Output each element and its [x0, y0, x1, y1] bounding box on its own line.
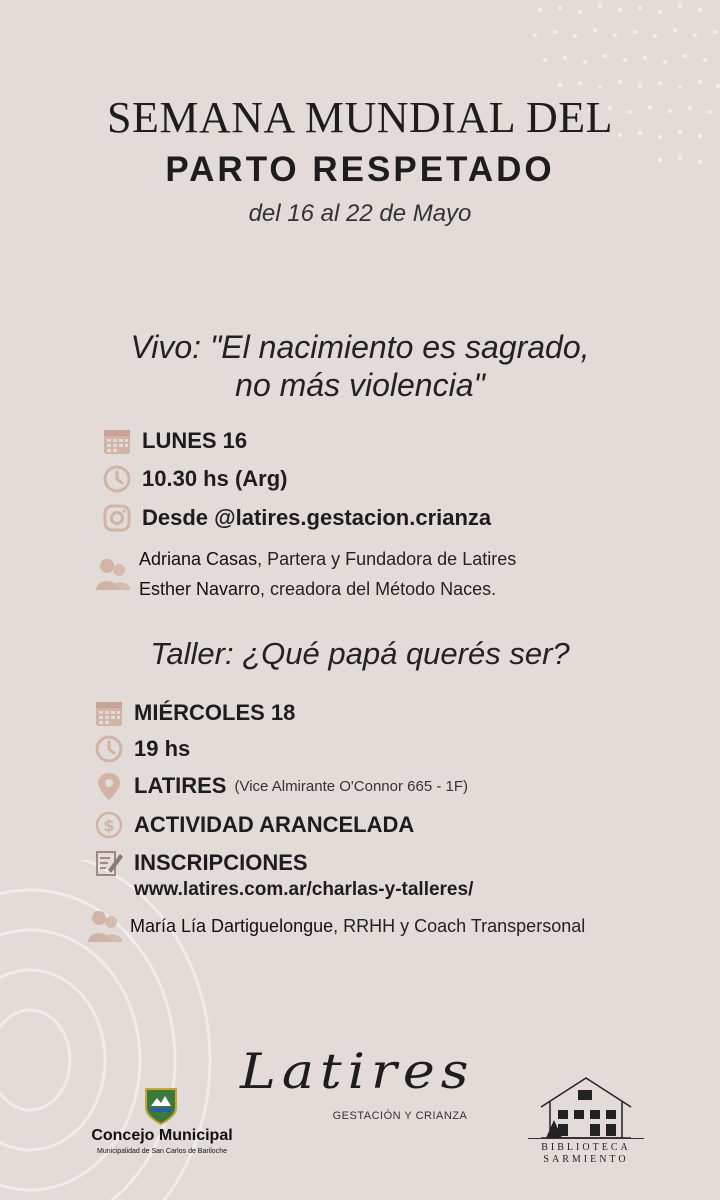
taller-time-row [94, 734, 190, 764]
calendar-icon [94, 698, 124, 728]
people-icon [88, 908, 122, 944]
taller-registration-url[interactable]: www.latires.com.ar/charlas-y-talleres/ [134, 879, 474, 900]
speaker-role: , creadora del Método Naces. [260, 579, 497, 599]
taller-day-row [94, 698, 295, 728]
vivo-day-row [102, 426, 247, 456]
svg-text:$: $ [103, 816, 115, 835]
biblioteca-building-logo [536, 1072, 636, 1142]
people-icon [96, 556, 130, 592]
taller-cost-row [94, 810, 414, 840]
vivo-instagram-row [102, 503, 491, 533]
location-pin-icon [94, 771, 124, 801]
concejo-title: Concejo Municipal [91, 1127, 233, 1144]
taller-place-row [94, 771, 468, 801]
taller-speaker [130, 911, 585, 941]
dollar-icon [94, 810, 124, 840]
speaker-name: María Lía Dartiguelongue [130, 916, 334, 936]
taller-registration-row [94, 848, 308, 878]
speaker-name: Adriana Casas [139, 549, 258, 569]
biblioteca-line-1: BIBLIOTECA [541, 1142, 631, 1153]
vivo-instagram[interactable]: Desde @latires.gestacion.crianza [142, 505, 492, 530]
taller-day: MIÉRCOLES 18 [134, 700, 296, 725]
taller-cost: ACTIVIDAD ARANCELADA [134, 812, 415, 837]
vivo-heading [0, 328, 720, 404]
biblioteca-line-2: SARMIENTO [543, 1154, 629, 1165]
clock-icon [94, 734, 124, 764]
speaker-role: , Partera y Fundadora de Latires [257, 549, 517, 569]
clock-icon [102, 464, 132, 494]
form-edit-icon [94, 848, 124, 878]
speaker-line [139, 574, 516, 604]
instagram-icon [102, 503, 132, 533]
taller-address: (Vice Almirante O'Connor 665 - 1F) [234, 777, 469, 795]
speaker-role: , RRHH y Coach Transpersonal [333, 916, 586, 936]
speaker-line [139, 544, 516, 574]
concejo-subtitle: Municipalidad de San Carlos de Bariloche [97, 1148, 227, 1155]
taller-time: 19 hs [134, 736, 191, 761]
taller-place: LATIRES [134, 773, 227, 798]
title-line-1: SEMANA MUNDIAL DEL [106, 93, 614, 142]
event-dates: del 16 al 22 de Mayo [248, 200, 472, 227]
biblioteca-divider [528, 1138, 644, 1139]
taller-heading: Taller: ¿Qué papá querés ser? [150, 636, 570, 671]
concejo-shield-logo [143, 1086, 179, 1126]
latires-logo-text: Latires [240, 1043, 475, 1100]
calendar-icon [102, 426, 132, 456]
latires-logo [240, 1040, 490, 1120]
vivo-day: LUNES 16 [142, 428, 248, 453]
title-line-2: PARTO RESPETADO [165, 150, 555, 189]
vivo-time-row [102, 464, 288, 494]
vivo-heading-line-2: no más violencia" [235, 367, 485, 403]
vivo-time: 10.30 hs (Arg) [142, 466, 288, 491]
vivo-heading-line-1: Vivo: "El nacimiento es sagrado, [130, 329, 590, 365]
vivo-speakers [139, 544, 516, 604]
speaker-name: Esther Navarro [139, 579, 261, 599]
latires-tagline: GESTACIÓN Y CRIANZA [332, 1110, 468, 1122]
taller-registration: INSCRIPCIONES [134, 850, 308, 875]
